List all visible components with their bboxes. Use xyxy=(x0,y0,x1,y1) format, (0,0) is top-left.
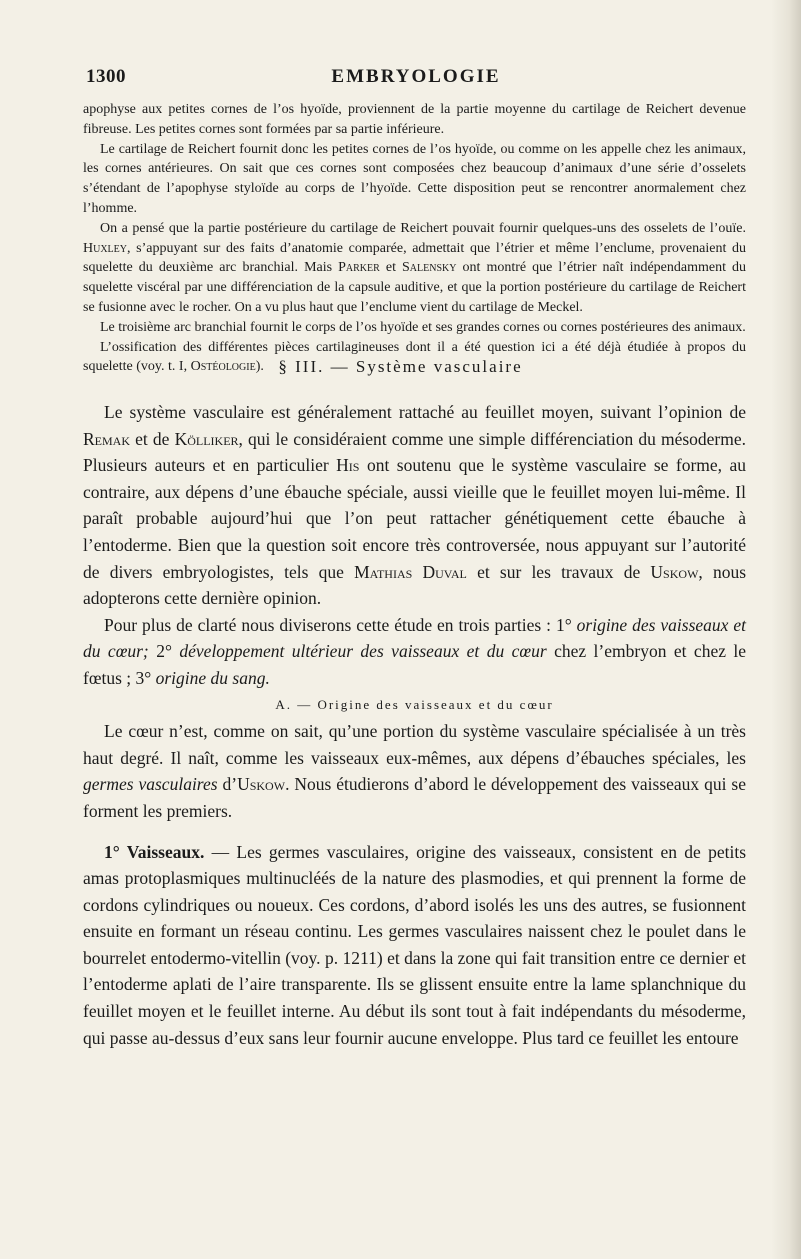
author-name: Uskow xyxy=(650,561,699,582)
author-name: Salensky xyxy=(402,260,457,276)
main-paragraph-2: Pour plus de clarté nous diviserons cette étude en trois parties : 1° origine des vaisseaux et du cœur; 2° développement ultérieur des vaisseaux et du cœur chez l’embryon et chez le fœtus ; 3° origine du sang. xyxy=(83,614,747,688)
small-paragraph-4: Le troisième arc branchial fournit le corps de l’os hyoïde et ses grandes cornes ou cornes postérieures des animaux. xyxy=(100,319,746,335)
author-name: Remak xyxy=(83,428,131,449)
main-paragraph-4: 1° Vaisseaux. — Les germes vasculaires, origine des vaisseaux, consistent en de petits amas protoplasmiques multinucléés de la nature des plasmodies, et qui prennent la forme de cordons cylindriques ou noueux. Ces cordons, d’abord isolés les uns des autres, se fusionnent ensuite en formant un réseau continu. Les germes vasculaires naissent chez le poulet dans le bourrelet entodermo-vitellin (voy. p. 1211) et dans la zone qui fait transition entre ce dernier et l’entoderme aplati de l’aire transparente. Ils se glissent ensuite entre la lame splanchnique du feuillet moyen et le feuillet interne. Au début ils sont tout à fait indépendants du mésoderme, qui passe au-dessus d’eux sans leur fournir aucune enveloppe. Plus tard ce feuillet les entoure xyxy=(83,841,746,1048)
subsection-heading: A. — Origine des vaisseaux et du cœur xyxy=(275,696,554,712)
small-paragraph-1: apophyse aux petites cornes de l’os hyoïde, proviennent de la partie moyenne du cartilage de Reichert devenue fibreuse. Les petites cornes sont formées par sa partie inférieure. xyxy=(83,102,746,137)
author-name: Parker xyxy=(338,260,380,276)
main-paragraph-3: Le cœur n’est, comme on sait, qu’une portion du système vasculaire spécialisée à un très haut degré. Il naît, comme les vaisseaux eux-mêmes, aux dépens d’ébauches spéciales, les germes vasculaires d’Uskow. Nous étudierons d’abord le développement des vaisseaux qui se forment les premiers. xyxy=(83,721,747,821)
cross-reference: Ostéologie xyxy=(190,359,256,375)
paragraph-lead-heading: 1° Vaisseaux. xyxy=(104,841,205,862)
author-name: Mathias Duval xyxy=(354,561,467,582)
page-number: 1300 xyxy=(86,66,126,87)
author-name: Huxley xyxy=(83,240,127,256)
page-edge-shadow xyxy=(771,0,801,1259)
main-paragraph-1: Le système vasculaire est généralement rattaché au feuillet moyen, suivant l’opinion de Remak et de Kölliker, qui le considéraient comme une simple différenciation du mésoderme. Plusieurs auteurs et en particulier His ont soutenu que le système vasculaire se forme, au contraire, aux dépens d’une ébauche spéciale, aussi vieille que le feuillet moyen lui-même. Il paraît probable aujourd’hui que l’on peut rattacher génétiquement cette ébauche à l’entoderme. Bien que la question soit encore très controversée, nous appuyant sur l’autorité de divers embryologistes, tels que Mathias Duval et sur les travaux de Uskow, nous adopterons cette dernière opinion. xyxy=(83,402,747,609)
main-text-block xyxy=(83,399,746,1051)
small-print-block xyxy=(83,100,746,377)
small-paragraph-5: L’ossification des différentes pièces cartilagineuses dont il a été question ici a été déjà étudiée à propos du squelette (voy. t. I, Ostéologie). xyxy=(83,339,746,375)
small-paragraph-3: On a pensé que la partie postérieure du cartilage de Reichert pouvait fournir quelques-uns des osselets de l’ouïe. Huxley, s’appuyant sur des faits d’anatomie comparée, admettait que l’étrier et même l’enclume, provenaient du squelette du deuxième arc branchial. Mais Parker et Salensky ont montré que l’étrier naît indépendamment du squelette viscéral par une différenciation de la capsule auditive, et que la portion postérieure du cartilage de Reichert se fusionne avec le rocher. On a vu plus haut que l’enclume vient du cartilage de Meckel. xyxy=(83,220,747,315)
small-paragraph-2: Le cartilage de Reichert fournit donc les petites cornes de l’os hyoïde, ou comme on les appelle chez les animaux, les cornes antérieures. On sait que ces cornes sont composées chez beaucoup d’animaux d’une série d’osselets s’étendant de l’apophyse styloïde au corps de l’hyoïde. Cette disposition peut se rencontrer anormalement chez l’homme. xyxy=(83,141,746,216)
running-title: EMBRYOLOGIE xyxy=(331,66,501,87)
page-header xyxy=(86,66,746,92)
author-name: Uskow xyxy=(237,774,286,795)
author-name: His xyxy=(336,455,360,476)
author-name: Kölliker xyxy=(174,428,239,449)
section-heading: § III. — Système vasculaire xyxy=(278,357,523,376)
